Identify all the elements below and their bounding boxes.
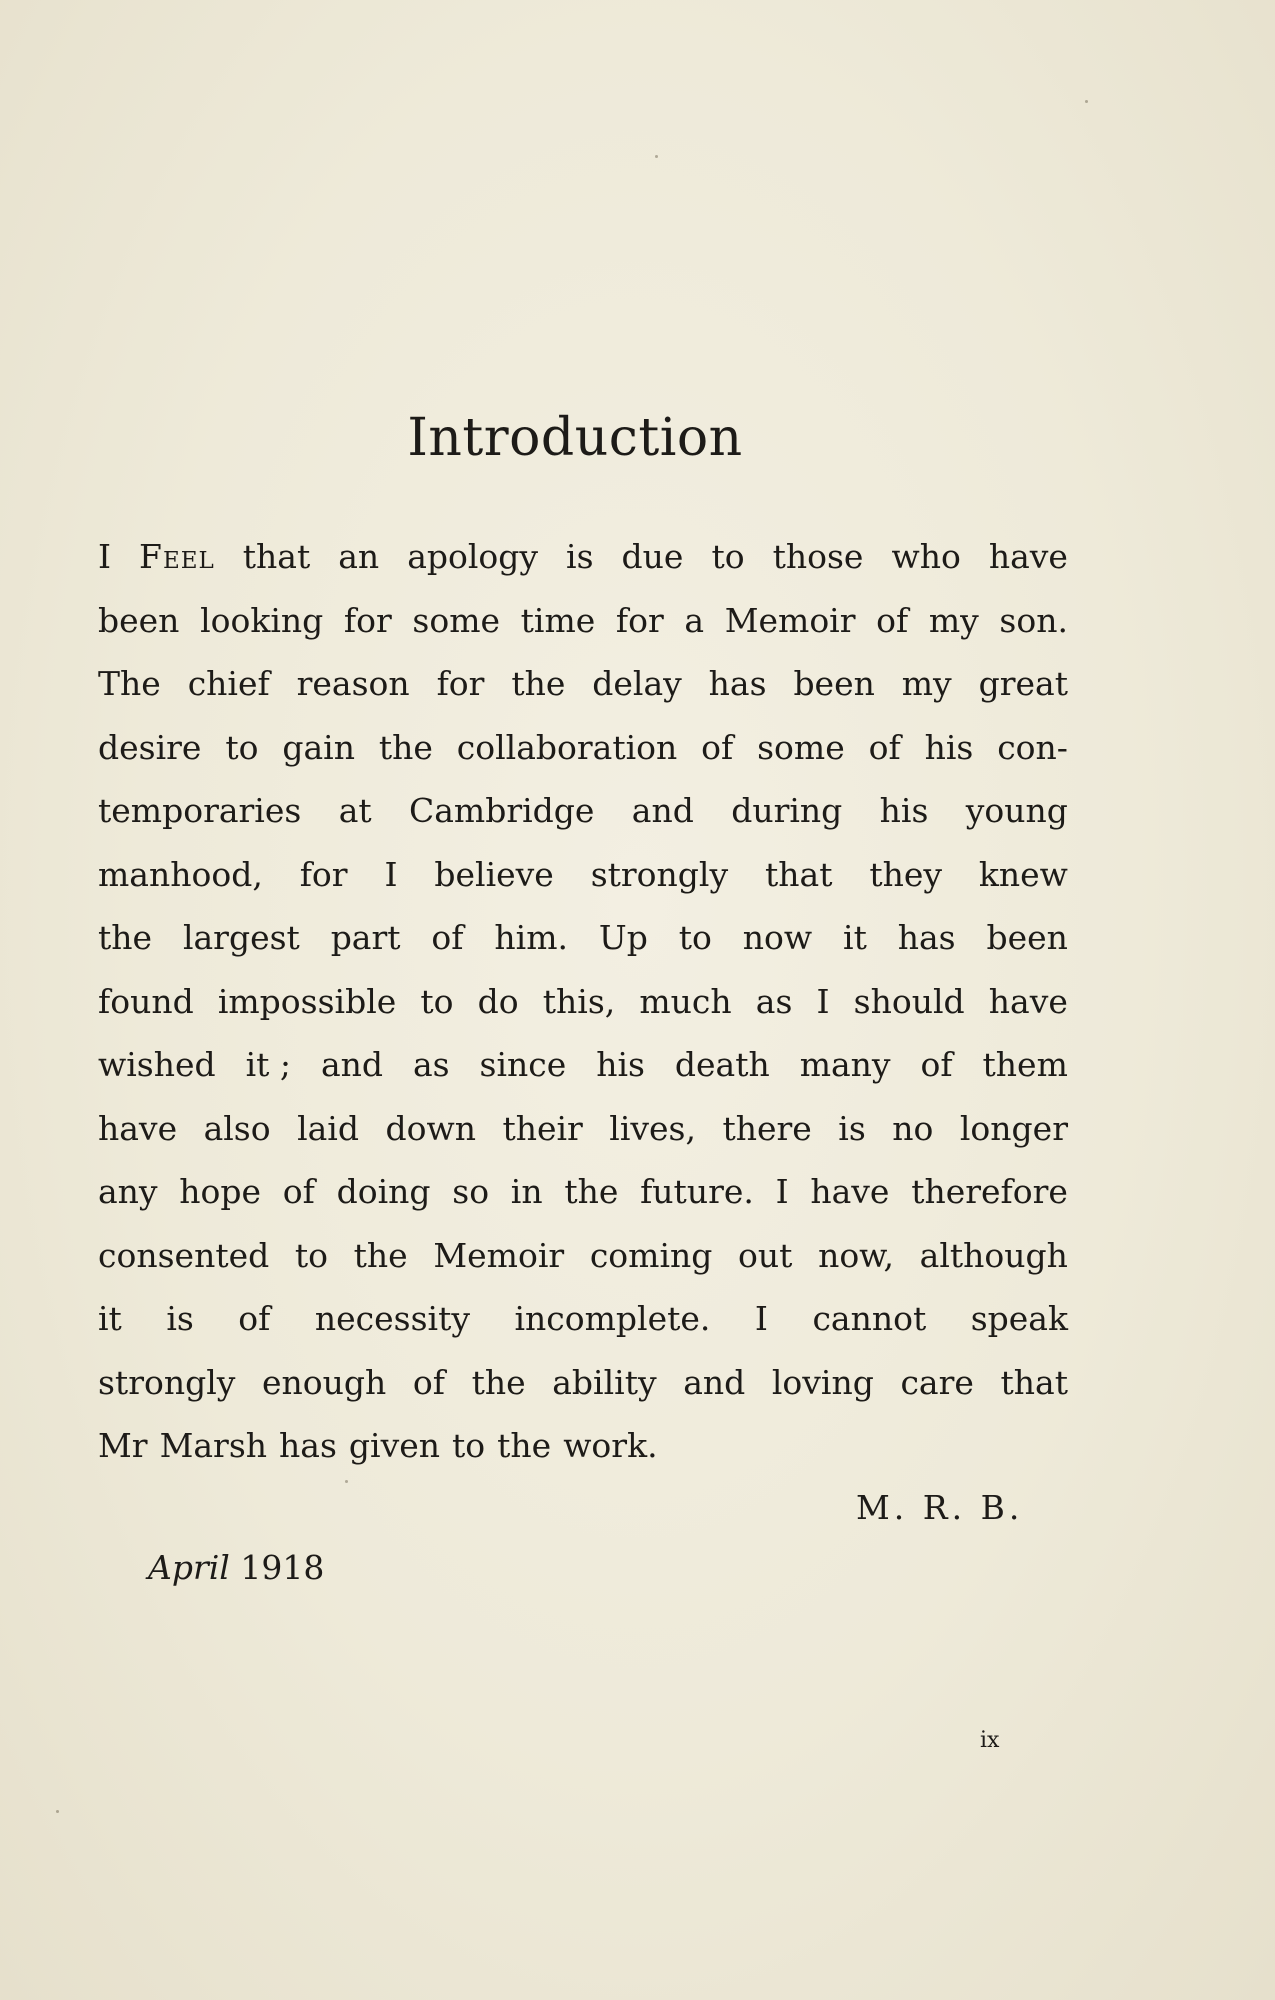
paragraph-word: for xyxy=(343,600,392,640)
paragraph-word: out xyxy=(738,1235,793,1275)
paper-speck xyxy=(655,155,658,158)
paragraph-word: to xyxy=(678,918,712,957)
paragraph-line xyxy=(98,843,1068,907)
date-year: 1918 xyxy=(240,1548,325,1587)
paragraph-line xyxy=(98,970,1068,1034)
paragraph-word: great xyxy=(978,664,1068,703)
paragraph-word: reason xyxy=(296,664,410,703)
paragraph-word: Memoir xyxy=(433,1235,565,1275)
paragraph-word: is xyxy=(566,537,594,576)
paragraph-word: my xyxy=(901,664,952,703)
paragraph-word: future. xyxy=(640,1172,754,1211)
paragraph-word: so xyxy=(452,1172,490,1211)
paragraph-word: no xyxy=(892,1108,934,1148)
paragraph-line xyxy=(98,589,1068,653)
paragraph-word: desire xyxy=(98,727,202,767)
paragraph-word: as xyxy=(755,981,793,1021)
paragraph-word: an xyxy=(338,537,380,576)
paragraph-word: lives, xyxy=(609,1108,696,1148)
paragraph-word: now xyxy=(742,918,813,957)
paragraph-word: the xyxy=(353,1235,408,1275)
paragraph-word: some xyxy=(412,600,501,640)
paragraph-word: I xyxy=(384,854,398,894)
paragraph-word: that xyxy=(242,537,311,576)
paragraph-word: that xyxy=(765,854,833,894)
paragraph-word: of xyxy=(876,600,909,640)
paragraph-word: has xyxy=(708,664,767,703)
paragraph-word: been xyxy=(986,918,1068,957)
paragraph-word: chief xyxy=(187,664,270,703)
paragraph-word: although xyxy=(919,1235,1068,1275)
paragraph-word: for xyxy=(436,664,485,703)
paragraph-word: also xyxy=(203,1108,271,1148)
paragraph-line xyxy=(98,779,1068,843)
paragraph-word: him. xyxy=(494,918,568,957)
paragraph-line xyxy=(98,716,1068,780)
paragraph-word: has xyxy=(279,1426,337,1465)
paragraph-word: knew xyxy=(978,854,1068,894)
paragraph-word: largest xyxy=(182,918,300,957)
paragraph-line xyxy=(98,652,1068,716)
paragraph-word: to xyxy=(225,727,259,767)
paragraph-word: cannot xyxy=(812,1299,927,1338)
paragraph-word: to xyxy=(711,537,745,576)
paragraph-word: those xyxy=(772,537,864,576)
paragraph-word: young xyxy=(965,791,1068,830)
paragraph-word: it ; xyxy=(245,1045,292,1084)
paragraph-line xyxy=(98,1351,1068,1415)
paragraph-line xyxy=(98,1287,1068,1351)
paragraph-line xyxy=(98,906,1068,970)
paper-speck xyxy=(345,1480,348,1483)
paragraph-word: I xyxy=(98,537,112,576)
paragraph-word: his xyxy=(596,1045,645,1084)
paragraph-word: much xyxy=(639,981,732,1021)
paragraph-word: Feel xyxy=(139,537,215,576)
paragraph-word: of xyxy=(868,727,901,767)
paragraph-word: work. xyxy=(563,1426,658,1465)
paragraph-word: since xyxy=(479,1045,567,1084)
paragraph-word: his xyxy=(924,727,974,767)
paragraph-line xyxy=(98,1097,1068,1161)
paragraph-word: Mr xyxy=(98,1426,148,1465)
paragraph-word: strongly xyxy=(98,1362,236,1402)
date-month: April xyxy=(148,1548,230,1587)
paragraph-word: their xyxy=(502,1108,583,1148)
paragraph-word: to xyxy=(420,981,454,1021)
paragraph-word: Marsh xyxy=(159,1426,268,1465)
paragraph-word: speak xyxy=(970,1299,1068,1338)
paragraph-word: have xyxy=(988,537,1068,576)
paragraph-word: them xyxy=(982,1045,1068,1084)
paragraph-word: Up xyxy=(598,918,648,957)
paragraph-word: I xyxy=(816,981,830,1021)
paragraph-word: some xyxy=(757,727,845,767)
paragraph-word: my xyxy=(928,600,979,640)
signature-initials: M. R. B. xyxy=(856,1488,1024,1527)
paragraph-word: given xyxy=(348,1426,440,1465)
paragraph-word: any xyxy=(98,1172,158,1211)
paragraph-word: wished xyxy=(98,1045,216,1084)
paragraph-word: and xyxy=(320,1045,384,1084)
paragraph-word: a xyxy=(684,600,705,640)
paragraph-word: time xyxy=(520,600,596,640)
paragraph-word: son. xyxy=(999,600,1068,640)
paragraph-word: care xyxy=(900,1362,974,1402)
paragraph-word: is xyxy=(166,1299,194,1338)
page-number: ix xyxy=(980,1728,1000,1753)
paragraph-word: temporaries xyxy=(98,791,302,830)
paragraph-word: of xyxy=(238,1299,271,1338)
paragraph-word: believe xyxy=(434,854,554,894)
paragraph-word: to xyxy=(452,1426,486,1465)
paragraph-word: due xyxy=(621,537,684,576)
paragraph-word: the xyxy=(497,1426,552,1465)
paragraph-line xyxy=(98,1033,1068,1097)
paragraph-word: the xyxy=(564,1172,619,1211)
paragraph-word: have xyxy=(988,981,1068,1021)
paragraph-word: impossible xyxy=(217,981,397,1021)
paragraph-word: down xyxy=(385,1108,476,1148)
date-line xyxy=(148,1548,324,1587)
paragraph-word: incomplete. xyxy=(514,1299,711,1338)
paragraph-line xyxy=(98,1414,1068,1478)
paragraph-word: doing xyxy=(336,1172,431,1211)
paragraph-word: necessity xyxy=(314,1299,470,1338)
paragraph-word: his xyxy=(879,791,929,830)
paragraph-word: looking xyxy=(200,600,324,640)
paragraph-word: they xyxy=(869,854,943,894)
paragraph-word: the xyxy=(471,1362,526,1402)
paragraph-word: been xyxy=(793,664,875,703)
paragraph-word: the xyxy=(98,918,153,957)
paragraph-word: Memoir xyxy=(724,600,856,640)
paragraph-word: Cambridge xyxy=(408,791,595,830)
paragraph-word: for xyxy=(299,854,348,894)
introduction-paragraph xyxy=(98,525,1068,1478)
paragraph-word: during xyxy=(731,791,843,830)
paragraph-word: of xyxy=(282,1172,315,1211)
paragraph-word: who xyxy=(891,537,961,576)
paragraph-word: loving xyxy=(771,1362,874,1402)
paragraph-word: part xyxy=(330,918,401,957)
paragraph-word: apology xyxy=(407,537,539,576)
paragraph-word: gain xyxy=(282,727,355,767)
paragraph-word: delay xyxy=(592,664,682,703)
paragraph-word: The xyxy=(98,664,161,703)
paragraph-line xyxy=(98,525,1068,589)
paragraph-word: consented xyxy=(98,1235,270,1275)
paragraph-word: has xyxy=(897,918,956,957)
paragraph-word: coming xyxy=(589,1235,713,1275)
paragraph-word: now, xyxy=(818,1235,895,1275)
paragraph-word: to xyxy=(294,1235,329,1275)
paragraph-line xyxy=(98,1224,1068,1288)
paragraph-word: of xyxy=(431,918,464,957)
paragraph-line xyxy=(98,1160,1068,1224)
paragraph-word: I xyxy=(754,1299,768,1338)
paper-speck xyxy=(1085,100,1088,103)
paragraph-word: death xyxy=(674,1045,770,1084)
paragraph-word: therefore xyxy=(911,1172,1068,1211)
paragraph-word: for xyxy=(615,600,664,640)
paragraph-word: it xyxy=(843,918,867,957)
paragraph-word: and xyxy=(631,791,694,830)
paragraph-word: laid xyxy=(297,1108,359,1148)
paragraph-word: have xyxy=(810,1172,890,1211)
paragraph-word: as xyxy=(412,1045,450,1084)
paper-speck xyxy=(56,1810,59,1813)
paragraph-word: con- xyxy=(997,727,1068,767)
paragraph-word: there xyxy=(722,1108,812,1148)
paragraph-word: manhood, xyxy=(98,854,263,894)
paragraph-word: of xyxy=(412,1362,445,1402)
paragraph-word: it xyxy=(98,1299,122,1338)
paragraph-word: collaboration xyxy=(456,727,678,767)
paragraph-word: of xyxy=(920,1045,953,1084)
paragraph-word: at xyxy=(338,791,372,830)
paragraph-word: have xyxy=(98,1108,178,1148)
paragraph-word: the xyxy=(378,727,433,767)
paragraph-word: of xyxy=(701,727,734,767)
paragraph-word: ability xyxy=(552,1362,657,1402)
paragraph-word: found xyxy=(98,981,194,1021)
paragraph-word: been xyxy=(98,600,180,640)
paragraph-word: in xyxy=(510,1172,543,1211)
page-title: Introduction xyxy=(407,408,743,468)
paragraph-word: and xyxy=(683,1362,746,1402)
paragraph-word: I xyxy=(775,1172,789,1211)
paragraph-word: strongly xyxy=(590,854,729,894)
paragraph-word: hope xyxy=(179,1172,262,1211)
paragraph-word: should xyxy=(853,981,965,1021)
paragraph-word: enough xyxy=(262,1362,387,1402)
paragraph-word: do xyxy=(477,981,519,1021)
paragraph-word: is xyxy=(838,1108,866,1148)
paragraph-word: this, xyxy=(542,981,616,1021)
paragraph-word: many xyxy=(799,1045,891,1084)
paragraph-word: the xyxy=(511,664,566,703)
paragraph-word: longer xyxy=(959,1108,1068,1148)
paragraph-word: that xyxy=(1000,1362,1068,1402)
